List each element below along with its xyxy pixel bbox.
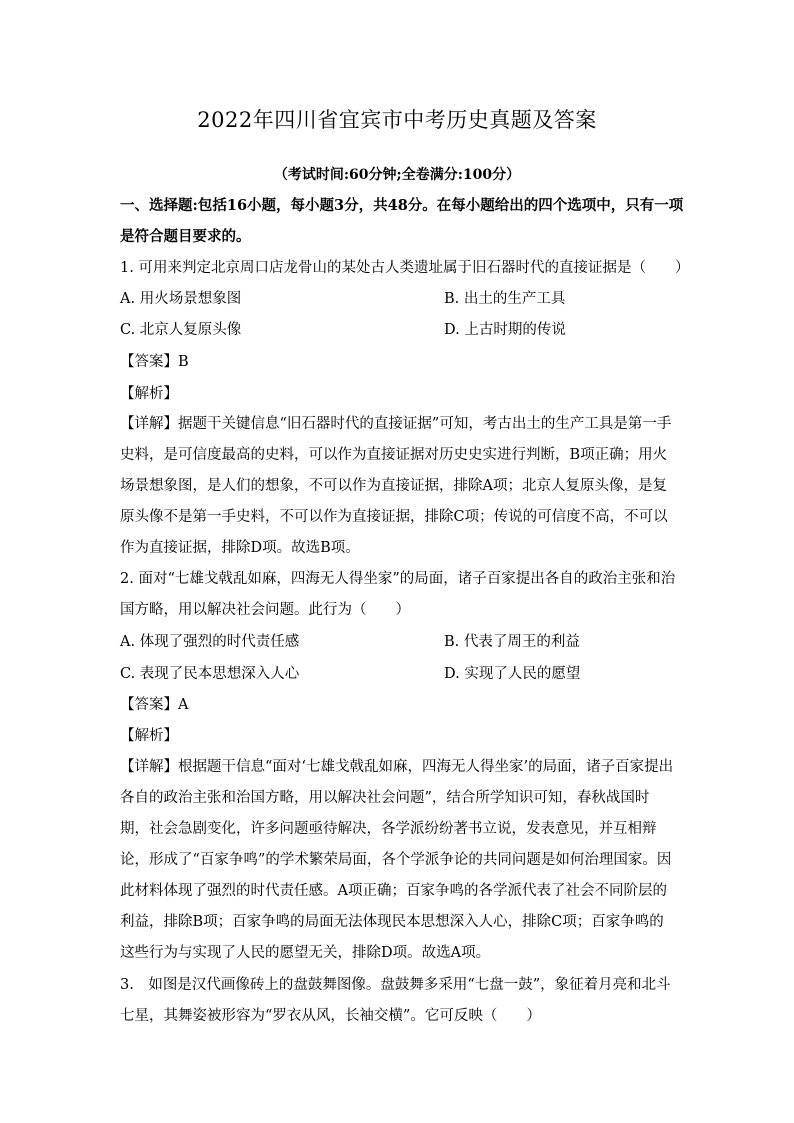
question-1-option-c: C. 北京人复原头像	[120, 322, 242, 338]
question-2-detail: 【详解】根据题干信息“面对‘七雄戈戟乱如麻，四海无人得坐家’的局面，诸子百家提出各自的政治主张和治国方略，用以解决社会问题”，结合所学知识可知，春秋战国时期，社会急剧变化，许多问题亟待解决，各学派纷纷著书立说，发表意见，并互相辩论，形成了“百家争鸣”的学术繁荣局面，各个学派争论的共同问题是如何治理国家。因此材料体现了强烈的时代责任感。A项正确；百家争鸣的各学派代表了社会不同阶层的利益，排除B项；百家争鸣的局面无法体现民本思想深入人心，排除C项；百家争鸣的这些行为与实现了人民的愿望无关，排除D项。故选A项。	[120, 759, 674, 961]
question-1-answer: 【答案】B	[120, 354, 189, 370]
question-1-analysis-label: 【解析】	[120, 386, 178, 402]
question-2-option-d: D. 实现了人民的愿望	[444, 666, 581, 682]
question-1-option-d: D. 上古时期的传说	[444, 322, 566, 338]
question-1-stem: 1. 可用来判定北京周口店龙骨山的某处古人类遗址属于旧石器时代的直接证据是（ ）	[120, 260, 690, 276]
question-1-option-a: A. 用火场景想象图	[120, 291, 242, 307]
section-heading: 一、选择题:包括16小题，每小题3分，共48分。在每小题给出的四个选项中，只有一项	[120, 197, 684, 214]
question-2-option-b: B. 代表了周王的利益	[444, 634, 580, 650]
question-2-option-a: A. 体现了强烈的时代责任感	[120, 634, 300, 650]
question-2-analysis-label: 【解析】	[120, 728, 178, 744]
question-2-option-c: C. 表现了民本思想深入人心	[120, 666, 300, 682]
document-title: 2022年四川省宜宾市中考历史真题及答案	[197, 108, 597, 132]
question-2-answer: 【答案】A	[120, 697, 189, 713]
question-1-detail: 【详解】据题干关键信息“旧石器时代的直接证据”可知，考古出土的生产工具是第一手史料，是可信度最高的史料，可以作为直接证据对历史史实进行判断，B项正确；用火场景想象图，是人们的想象，不可以作为直接证据，排除A项；北京人复原头像，是复原头像不是第一手史料，不可以作为直接证据，排除C项；传说的可信度不高，不可以作为直接证据，排除D项。故选B项。	[120, 416, 672, 556]
question-1-option-b: B. 出土的生产工具	[444, 291, 566, 307]
question-3-stem: 3. 如图是汉代画像砖上的盘鼓舞图像。盘鼓舞多采用“七盘一鼓”，象征着月亮和北斗七星，其舞姿被形容为“罗衣从风，长袖交横”。它可反映（ ）	[120, 977, 671, 1024]
question-2-stem: 2. 面对“七雄戈戟乱如麻，四海无人得坐家”的局面，诸子百家提出各自的政治主张和治国方略，用以解决社会问题。此行为（ ）	[120, 571, 676, 618]
exam-info: （考试时间:60分钟;全卷满分:100分）	[273, 167, 521, 183]
section-heading-cont: 是符合题目要求的。	[120, 228, 251, 245]
